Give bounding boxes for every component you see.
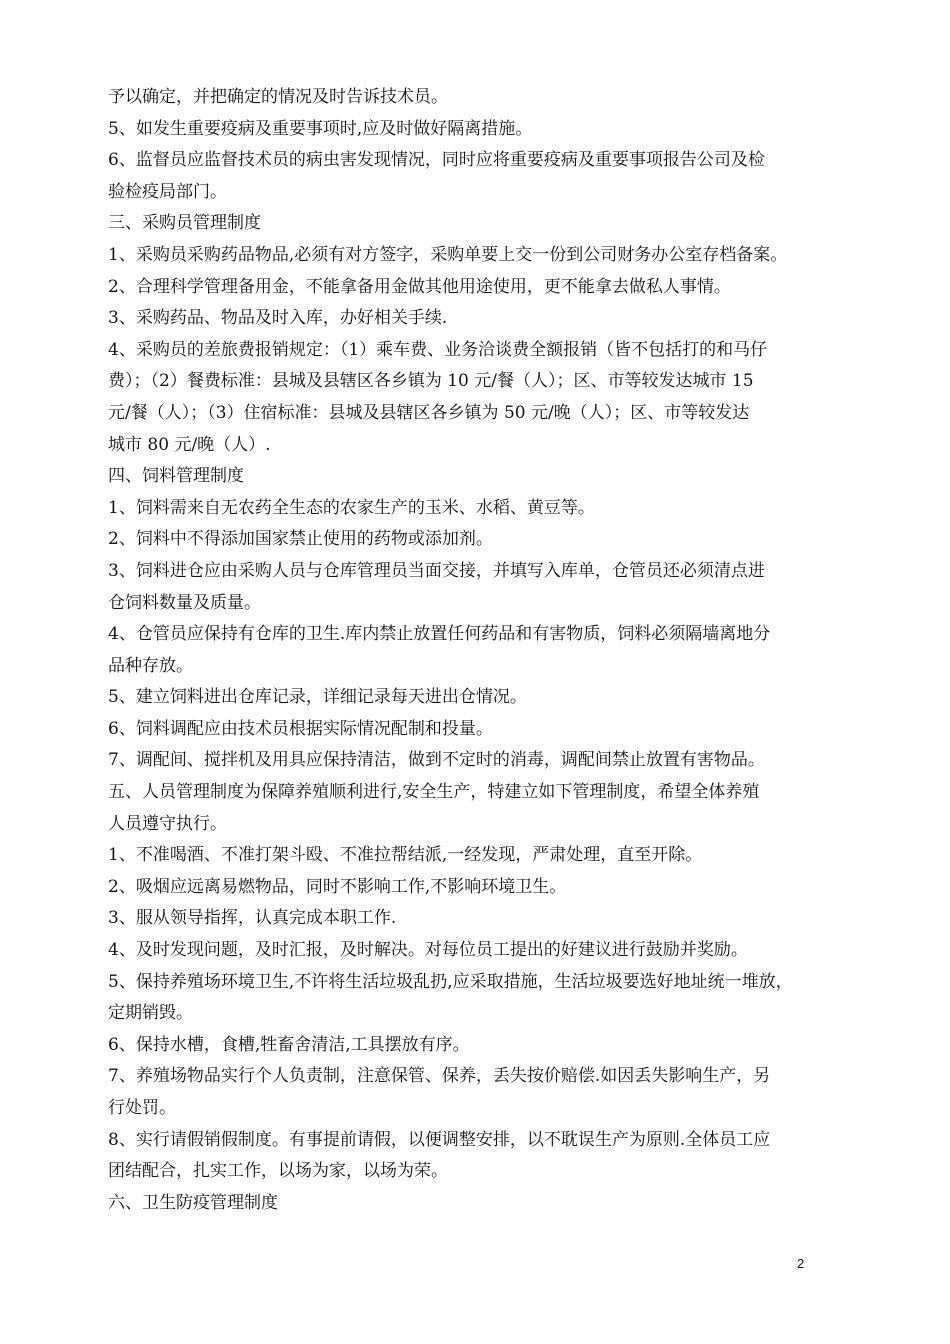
text-line: 5、如发生重要疫病及重要事项时,应及时做好隔离措施。 [108, 118, 533, 139]
section-heading: 三、采购员管理制度 [108, 213, 261, 234]
text-line: 7、调配间、搅拌机及用具应保持清洁，做到不定时的消毒，调配间禁止放置有害物品。 [108, 750, 765, 771]
text-line: 1、采购员采购药品物品,必须有对方签字，采购单要上交一份到公司财务办公室存档备案。 [108, 244, 788, 265]
text-line: 6、监督员应监督技术员的病虫害发现情况，同时应将重要疫病及重要事项报告公司及检 [108, 150, 765, 171]
text-line: 4、仓管员应保持有仓库的卫生.库内禁止放置任何药品和有害物质，饲料必须隔墙离地分 [108, 624, 771, 645]
text-line: 6、饲料调配应由技术员根据实际情况配制和投量。 [108, 718, 493, 739]
text-line: 8、实行请假销假制度。有事提前请假，以便调整安排，以不耽误生产为原则.全体员工应 [108, 1129, 771, 1150]
page-number: 2 [797, 1256, 805, 1271]
text-line: 2、饲料中不得添加国家禁止使用的药物或添加剂。 [108, 529, 493, 550]
text-line: 仓饲料数量及质量。 [108, 592, 261, 613]
text-line: 5、保持养殖场环境卫生,不许将生活垃圾乱扔,应采取措施，生活垃圾要选好地址统一堆放， [108, 971, 793, 992]
text-line: 7、养殖场物品实行个人负责制，注意保管、保养，丢失按价赔偿.如因丢失影响生产，另 [108, 1066, 771, 1087]
text-line: 5、建立饲料进出仓库记录，详细记录每天进出仓情况。 [108, 687, 527, 708]
text-line: 定期销毁。 [108, 1003, 193, 1024]
text-line: 4、采购员的差旅费报销规定：（1）乘车费、业务洽谈费全额报销（皆不包括打的和马仔 [108, 339, 768, 360]
text-line: 2、吸烟应远离易燃物品，同时不影响工作,不影响环境卫生。 [108, 876, 567, 897]
text-line: 人员遵守执行。 [108, 813, 227, 834]
text-line: 行处罚。 [108, 1098, 176, 1118]
text-line: 元/餐（人）；（3）住宿标准：县城及县辖区各乡镇为 50 元/晚（人）；区、市等较发达 [108, 402, 750, 423]
text-line: 4、及时发现问题，及时汇报，及时解决。对每位员工提出的好建议进行鼓励并奖励。 [108, 940, 748, 961]
text-line: 团结配合，扎实工作，以场为家，以场为荣。 [108, 1161, 448, 1182]
text-line: 3、采购药品、物品及时入库，办好相关手续. [108, 308, 448, 329]
text-line: 1、不准喝酒、不准打架斗殴、不准拉帮结派,一经发现，严肃处理，直至开除。 [108, 845, 703, 866]
section-heading: 四、饲料管理制度 [108, 466, 244, 487]
document-body [108, 82, 868, 1219]
text-line: 验检疫局部门。 [108, 181, 227, 202]
section-heading: 六、卫生防疫管理制度 [108, 1192, 278, 1213]
text-line: 6、保持水槽，食槽,牲畜舍清洁,工具摆放有序。 [108, 1034, 470, 1055]
text-line: 3、服从领导指挥，认真完成本职工作. [108, 908, 397, 929]
section-heading: 五、人员管理制度为保障养殖顺利进行,安全生产，特建立如下管理制度，希望全体养殖 [108, 782, 760, 803]
text-line: 3、饲料进仓应由采购人员与仓库管理员当面交接，并填写入库单，仓管员还必须清点进 [108, 560, 765, 581]
text-line: 费）；（2）餐费标准：县城及县辖区各乡镇为 10 元/餐（人）；区、市等较发达城市 15 [108, 371, 754, 392]
text-line: 2、合理科学管理备用金，不能拿备用金做其他用途使用，更不能拿去做私人事情。 [108, 276, 731, 297]
text-line: 1、饲料需来自无农药全生态的农家生产的玉米、水稻、黄豆等。 [108, 497, 595, 518]
text-line: 予以确定，并把确定的情况及时告诉技术员。 [108, 87, 448, 107]
text-line: 品种存放。 [108, 655, 193, 676]
text-line: 城市 80 元/晚（人）. [108, 434, 271, 455]
